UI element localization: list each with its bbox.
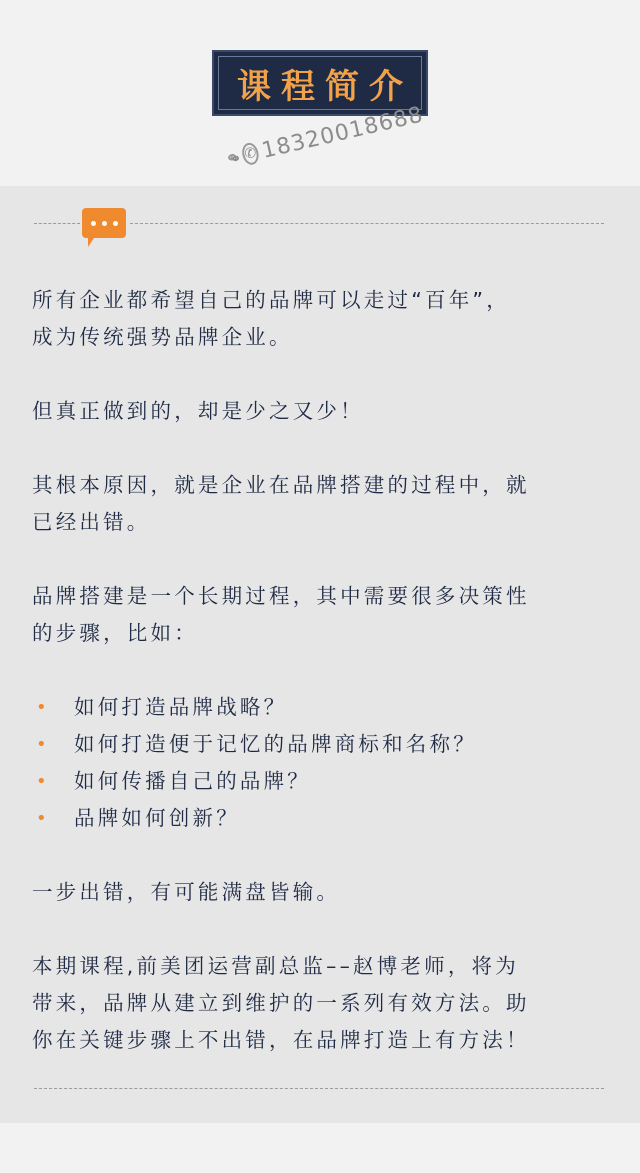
- footer-area: [0, 1123, 640, 1173]
- header-area: [0, 0, 640, 186]
- watermark-phone-number: 18320018688: [259, 101, 426, 164]
- bullet-dot-icon: •: [36, 771, 50, 792]
- paragraph-line: 一步出错，有可能满盘皆输。: [32, 880, 341, 904]
- paragraph-line: 你在关键步骤上不出错，在品牌打造上有方法！: [32, 1028, 530, 1052]
- bullet-dot-icon: •: [36, 697, 50, 718]
- paragraph-line: 本期课程,前美团运营副总监––赵博老师，将为: [32, 954, 519, 978]
- paragraph-line: 的步骤，比如：: [32, 621, 198, 645]
- divider-top-right: [130, 223, 604, 224]
- phone-icon: ✆: [240, 141, 260, 166]
- paragraph-line: 带来，品牌从建立到维护的一系列有效方法。助: [32, 991, 530, 1015]
- wechat-icon: [226, 146, 242, 170]
- course-intro-panel: [0, 186, 640, 1123]
- chat-bubble-icon: [82, 208, 126, 238]
- paragraph-line: 品牌搭建是一个长期过程，其中需要很多决策性: [32, 584, 530, 608]
- page-title: 课程简介: [237, 66, 413, 107]
- paragraph-line: 成为传统强势品牌企业。: [32, 325, 293, 349]
- list-item: • 如何传播自己的品牌？: [32, 763, 616, 800]
- list-item: • 如何打造便于记忆的品牌商标和名称？: [32, 726, 616, 763]
- paragraph-line: 但真正做到的，却是少之又少！: [32, 399, 364, 423]
- course-description: [32, 282, 616, 1059]
- paragraph-line: 所有企业都希望自己的品牌可以走过“百年”，: [32, 288, 510, 312]
- divider-top-left: [34, 223, 80, 224]
- bullet-dot-icon: •: [36, 808, 50, 829]
- bullet-dot-icon: •: [36, 734, 50, 755]
- paragraph-line: 其根本原因，就是企业在品牌搭建的过程中，就: [32, 473, 530, 497]
- list-item: • 品牌如何创新？: [32, 800, 616, 837]
- list-item: • 如何打造品牌战略？: [32, 689, 616, 726]
- divider-bottom: [34, 1088, 604, 1089]
- paragraph-line: 已经出错。: [32, 510, 151, 534]
